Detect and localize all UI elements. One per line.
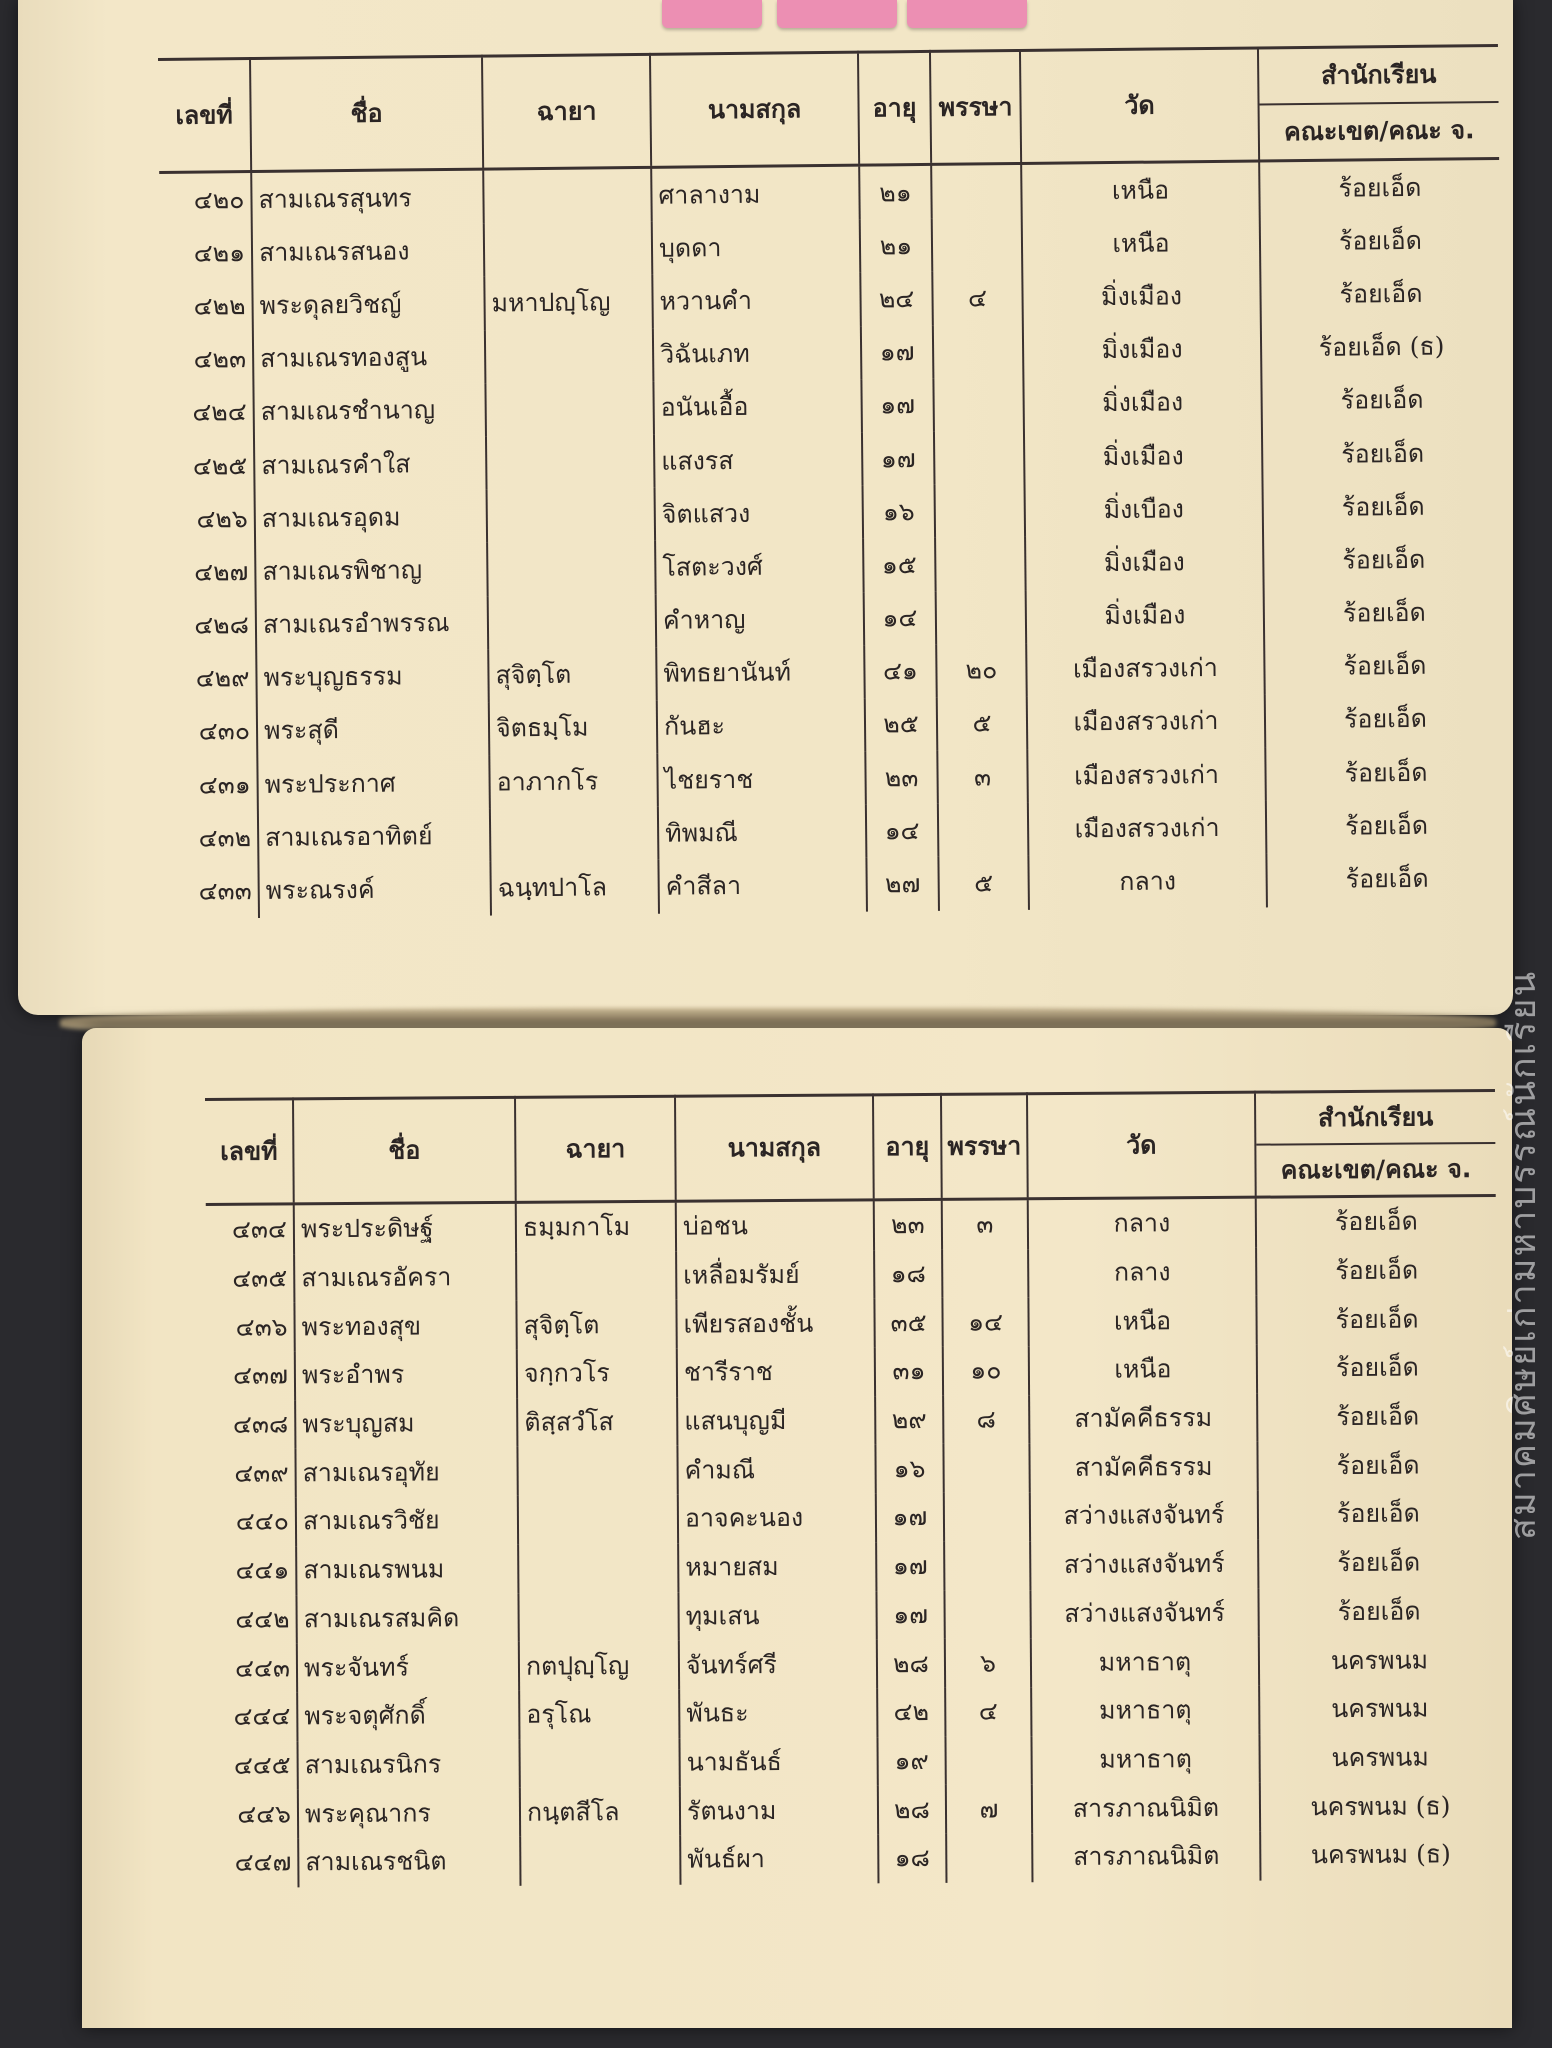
cell-pansa [933, 325, 1024, 379]
cell-nickname: กนฺตสีโล [520, 1787, 680, 1837]
cell-no: ๔๔๒ [208, 1595, 296, 1644]
cell-name: สามเณรสุนทร [251, 169, 484, 226]
cell-surname: พิทธยานันท์ [656, 645, 865, 700]
cell-name: สามเณรพิชาญ [255, 543, 488, 599]
cell-no: ๔๓๐ [165, 705, 258, 759]
cell-no: ๔๓๒ [166, 811, 259, 865]
cell-office: ร้อยเอ็ด [1335, 1255, 1419, 1286]
cell-age: ๑๖ [863, 485, 936, 539]
cell-nickname: อรุโณ [519, 1690, 679, 1740]
header-wat: วัด [1027, 1092, 1256, 1199]
cell-age: ๔๒ [877, 1688, 945, 1737]
cell-age: ๑๗ [876, 1542, 944, 1591]
cell-name: สามเณรชนิต [298, 1837, 520, 1887]
cell-nickname [486, 435, 655, 490]
cell-age: ๑๘ [878, 1834, 946, 1883]
cell-age: ๑๗ [876, 1493, 944, 1542]
cell-wat: เหนือ [1029, 1345, 1257, 1395]
table-row [206, 1195, 1496, 1254]
cell-no: ๔๔๐ [208, 1498, 296, 1547]
cell-pansa [931, 163, 1022, 219]
cell-office: ร้อยเอ็ด [1342, 544, 1426, 575]
cell-age: ๒๓ [865, 751, 938, 805]
cell-nickname: กตปุญฺโญ [519, 1641, 679, 1691]
cell-surname: จันทร์ศรี [679, 1640, 877, 1690]
cell-name: พระประกาศ [257, 756, 490, 812]
cell-office: ร้อยเอ็ด (ธ) [1318, 331, 1445, 363]
cell-office: ร้อยเอ็ด [1342, 597, 1426, 628]
cell-office: ร้อยเอ็ด [1345, 863, 1429, 894]
cell-wat: มิ่งเบือง [1025, 482, 1264, 538]
cell-pansa [942, 1249, 1028, 1298]
roster-body-bottom [206, 1195, 1501, 1887]
cell-pansa: ๖ [945, 1638, 1031, 1687]
cell-nickname [519, 1738, 679, 1788]
cell-nickname [483, 167, 652, 223]
cell-nickname [518, 1592, 678, 1642]
cell-no: ๔๓๘ [207, 1400, 295, 1449]
cell-age: ๑๕ [863, 538, 936, 592]
cell-wat: เหนือ [1021, 161, 1260, 218]
cell-office: ร้อยเอ็ด [1336, 1401, 1420, 1432]
cell-no: ๔๒๕ [162, 439, 255, 493]
cell-pansa: ๓ [937, 750, 1028, 804]
header-office [1255, 1090, 1496, 1197]
cell-name: สามเณรอาทิตย์ [258, 809, 491, 865]
cell-no: ๔๓๕ [206, 1254, 294, 1303]
cell-name: สามเณรสนอง [252, 224, 485, 280]
cell-wat: เมืองสรวงเก่า [1026, 641, 1265, 697]
cell-age: ๒๑ [860, 219, 933, 273]
cell-wat: มิ่งเมือง [1025, 535, 1264, 591]
header-office [1258, 45, 1499, 161]
cell-wat: สารภาณนิมิต [1032, 1832, 1260, 1882]
cell-name: พระบุญสม [295, 1399, 517, 1449]
cell-nickname [490, 807, 659, 862]
cell-wat: มิ่งเมือง [1022, 269, 1261, 325]
cell-no: ๔๓๗ [207, 1351, 295, 1400]
cell-no: ๔๒๙ [164, 652, 257, 706]
cell-office: ร้อยเอ็ด [1338, 225, 1423, 256]
cell-pansa [944, 1590, 1030, 1639]
cell-surname: บุดดา [652, 220, 861, 275]
cell-name: สามเณรอุทัย [295, 1447, 517, 1497]
cell-surname: กันฮะ [657, 699, 866, 754]
cell-pansa [934, 431, 1025, 485]
cell-office: ร้อยเอ็ด [1336, 1450, 1420, 1480]
cell-surname: ทุมเสน [678, 1591, 876, 1641]
cell-age: ๒๓ [874, 1199, 942, 1250]
cell-name: พระจตุศักดิ์ [297, 1691, 519, 1741]
cell-surname: นามธันธ์ [679, 1737, 877, 1787]
cell-age: ๑๘ [874, 1250, 942, 1299]
cell-office: ร้อยเอ็ด [1340, 385, 1424, 415]
cell-surname: แสนบุญมี [677, 1396, 875, 1446]
header-no: เลขที่ [205, 1099, 294, 1205]
cell-name: พระดุลยวิชญ์ [252, 277, 485, 333]
table-row [206, 1294, 1496, 1352]
cell-wat: กลาง [1028, 854, 1267, 910]
cell-pansa: ๕ [938, 856, 1029, 910]
cell-surname: เหลื่อมรัมย์ [676, 1250, 874, 1300]
header-wat: วัด [1020, 48, 1259, 163]
cell-wat: สว่างแสงจันทร์ [1030, 1539, 1258, 1589]
cell-age: ๒๙ [875, 1396, 943, 1445]
cell-wat: มหาธาตุ [1031, 1734, 1259, 1784]
header-age: อายุ [858, 51, 931, 165]
cell-surname: พันธ์ผา [680, 1834, 878, 1884]
cell-wat: เมืองสรวงเก่า [1027, 694, 1266, 750]
cell-office: นครพนม [1330, 1645, 1429, 1675]
cell-age: ๒๘ [878, 1785, 946, 1834]
cell-name: พระจันทร์ [297, 1642, 519, 1692]
cell-age: ๑๗ [862, 432, 935, 486]
cell-nickname [484, 222, 653, 277]
pink-bookmark-tab [662, 0, 1032, 30]
cell-wat: มหาธาตุ [1031, 1637, 1259, 1687]
header-nickname: ฉายา [482, 54, 651, 169]
cell-surname: พันธะ [679, 1688, 877, 1738]
cell-nickname: ติสฺสวํโส [517, 1397, 677, 1447]
watermark-text: สมาคมศิษย์เก่ามหาบรรณ์นักเรียน [1503, 969, 1544, 1540]
header-no: เลขที่ [158, 59, 251, 173]
cell-wat: เหนือ [1028, 1296, 1256, 1346]
cell-name: สามเณรอัครา [294, 1253, 516, 1303]
cell-age: ๑๔ [866, 804, 939, 858]
cell-office: ร้อยเอ็ด [1343, 651, 1427, 681]
cell-name: สามเณรอุดม [255, 490, 488, 546]
cell-office: ร้อยเอ็ด [1339, 278, 1423, 309]
header-office-line2: คณะเขต/คณะ จ. [1260, 101, 1500, 159]
cell-nickname [518, 1495, 678, 1545]
cell-age: ๒๑ [859, 164, 932, 219]
table-row [207, 1440, 1497, 1498]
cell-office: ร้อยเอ็ด [1341, 491, 1425, 522]
cell-no: ๔๒๒ [160, 279, 253, 333]
cell-office: นครพนม (ธ) [1310, 1790, 1451, 1821]
cell-nickname [485, 328, 654, 383]
cell-pansa: ๑๐ [943, 1346, 1029, 1395]
cell-pansa: ๕ [937, 697, 1028, 751]
cell-pansa [936, 590, 1027, 644]
header-pansa: พรรษา [941, 1094, 1028, 1200]
cell-pansa [938, 803, 1029, 857]
table-row [207, 1343, 1497, 1401]
cell-nickname [487, 488, 656, 543]
cell-name: พระอำพร [295, 1350, 517, 1400]
cell-no: ๔๒๖ [163, 492, 256, 546]
cell-age: ๒๗ [866, 857, 939, 911]
cell-pansa [944, 1492, 1030, 1541]
cell-surname: ไชยราช [657, 752, 866, 807]
cell-age: ๓๕ [874, 1298, 942, 1347]
cell-no: ๔๒๔ [161, 386, 254, 440]
cell-name: สามเณรทองสูน [253, 330, 486, 386]
cell-surname: คำหาญ [656, 592, 865, 647]
cell-age: ๒๘ [877, 1639, 945, 1688]
cell-no: ๔๔๓ [209, 1644, 297, 1693]
header-office-line1: สำนักเรียน [1317, 1102, 1434, 1133]
header-surname: นามสกุล [675, 1095, 874, 1201]
cell-office: ร้อยเอ็ด [1337, 1596, 1421, 1626]
roster-body-top [159, 158, 1507, 918]
cell-wat: กลาง [1028, 1247, 1256, 1297]
cell-wat: เหนือ [1022, 216, 1261, 272]
cell-surname: บ่อชน [676, 1200, 874, 1252]
cell-age: ๒๕ [865, 698, 938, 752]
cell-no: ๔๓๔ [206, 1204, 294, 1255]
cell-office: ร้อยเอ็ด [1343, 704, 1428, 735]
cell-pansa: ๒๐ [936, 644, 1027, 698]
cell-pansa [933, 378, 1024, 432]
cell-pansa: ๗ [946, 1784, 1032, 1833]
cell-age: ๑๔ [864, 591, 937, 645]
cell-name: พระคุณากร [298, 1788, 520, 1838]
roster-table-bottom [205, 1089, 1500, 1888]
cell-name: สามเณรสมคิด [296, 1593, 518, 1643]
cell-age: ๓๑ [875, 1347, 943, 1396]
cell-no: ๔๔๖ [210, 1790, 298, 1839]
cell-age: ๒๔ [860, 272, 933, 326]
header-office-line2: คณะเขต/คณะ จ. [1256, 1142, 1495, 1196]
cell-pansa: ๔ [932, 271, 1023, 325]
cell-surname: วิฉันเภท [653, 326, 862, 381]
cell-nickname: สุจิตฺโต [516, 1300, 676, 1350]
cell-nickname [485, 382, 654, 437]
cell-name: สามเณรวิชัย [296, 1496, 518, 1546]
header-surname: นามสกุล [650, 52, 859, 167]
cell-surname: อนันเอื้อ [653, 379, 862, 434]
cell-name: พระทองสุข [294, 1301, 516, 1351]
cell-wat: มิ่งเมือง [1023, 322, 1262, 378]
cell-no: ๔๔๑ [208, 1546, 296, 1595]
cell-nickname [517, 1446, 677, 1496]
header-name: ชื่อ [250, 56, 483, 171]
cell-pansa [946, 1833, 1032, 1882]
cell-wat: กลาง [1028, 1197, 1256, 1249]
header-nickname: ฉายา [515, 1096, 676, 1202]
cell-office: ร้อยเอ็ด [1341, 438, 1425, 469]
cell-no: ๔๒๓ [161, 333, 254, 387]
cell-age: ๑๙ [877, 1736, 945, 1785]
cell-surname: รัตนงาม [680, 1786, 878, 1836]
roster-table-top [158, 44, 1507, 919]
cell-pansa [932, 218, 1023, 272]
cell-surname: คำสีลา [658, 858, 867, 913]
cell-name: สามเณรอำพรรณ [256, 596, 489, 652]
cell-nickname: มหาปญฺโญ [484, 275, 653, 330]
cell-surname: โสตะวงศ์ [655, 539, 864, 594]
cell-pansa [935, 537, 1026, 591]
cell-pansa [945, 1736, 1031, 1785]
cell-pansa [943, 1444, 1029, 1493]
cell-age: ๑๖ [875, 1444, 943, 1493]
cell-office: นครพนม (ธ) [1310, 1839, 1451, 1870]
cell-wat: มิ่งเมือง [1024, 428, 1263, 484]
cell-wat: มิ่งเมือง [1023, 375, 1262, 431]
cell-no: ๔๓๙ [207, 1449, 295, 1498]
cell-wat: มหาธาตุ [1031, 1686, 1259, 1736]
cell-pansa: ๔ [945, 1687, 1031, 1736]
cell-name: สามเณรคำใส [254, 437, 487, 493]
cell-age: ๑๗ [876, 1590, 944, 1639]
cell-name: พระสุดี [257, 702, 490, 758]
header-age: อายุ [873, 1094, 942, 1199]
cell-pansa: ๘ [943, 1395, 1029, 1444]
cell-office: ร้อยเอ็ด [1334, 1206, 1418, 1237]
cell-office: ร้อยเอ็ด [1337, 1547, 1421, 1578]
cell-pansa: ๑๔ [942, 1298, 1028, 1347]
cell-no: ๔๔๗ [210, 1838, 298, 1887]
cell-nickname: สุจิตฺโต [488, 648, 657, 703]
cell-name: พระประดิษฐ์ [294, 1202, 516, 1254]
cell-wat: สว่างแสงจันทร์ [1030, 1491, 1258, 1541]
cell-surname: ศาลางาม [651, 165, 860, 222]
cell-wat: สามัคคีธรรม [1029, 1393, 1257, 1443]
cell-no: ๔๔๔ [209, 1692, 297, 1741]
cell-office: นครพนม [1331, 1693, 1429, 1724]
cell-wat: เมืองสรวงเก่า [1027, 748, 1266, 804]
cell-no: ๔๒๗ [163, 545, 256, 599]
cell-wat: เมืองสรวงเก่า [1028, 801, 1267, 857]
cell-nickname [520, 1836, 680, 1886]
cell-wat: สารภาณนิมิต [1032, 1783, 1260, 1833]
cell-nickname [516, 1251, 676, 1301]
cell-age: ๑๗ [861, 325, 934, 379]
cell-office: นครพนม [1331, 1742, 1429, 1773]
cell-age: ๑๗ [861, 379, 934, 433]
cell-pansa [935, 484, 1026, 538]
table-row [210, 1830, 1500, 1888]
table-row [207, 1392, 1497, 1450]
cell-age: ๔๑ [864, 645, 937, 699]
header-office-line1: สำนักเรียน [1320, 59, 1437, 90]
cell-office: ร้อยเอ็ด [1344, 757, 1428, 788]
cell-wat: สามัคคีธรรม [1029, 1442, 1257, 1492]
cell-nickname: ฉนฺทปาโล [490, 860, 659, 915]
cell-nickname: จกฺกวโร [517, 1349, 677, 1399]
header-name: ชื่อ [293, 1097, 516, 1204]
cell-no: ๔๓๖ [206, 1303, 294, 1352]
cell-nickname [488, 594, 657, 649]
cell-name: สามเณรพนม [296, 1545, 518, 1595]
cell-office: ร้อยเอ็ด [1345, 810, 1429, 841]
cell-name: พระณรงค์ [258, 862, 491, 918]
cell-surname: อาจคะนอง [678, 1493, 876, 1543]
cell-nickname [518, 1544, 678, 1594]
cell-nickname [487, 541, 656, 596]
cell-surname: ชารีราช [677, 1347, 875, 1397]
cell-surname: เพียรสองชั้น [676, 1299, 874, 1349]
cell-office: ร้อยเอ็ด [1336, 1498, 1420, 1529]
cell-name: สามเณรนิกร [297, 1739, 519, 1789]
cell-no: ๔๓๓ [166, 864, 259, 918]
cell-office: ร้อยเอ็ด [1335, 1352, 1419, 1383]
cell-nickname: อาภากโร [489, 754, 658, 809]
cell-name: สามเณรชำนาญ [253, 383, 486, 439]
cell-pansa [944, 1541, 1030, 1590]
cell-nickname: จิตธมฺโม [489, 701, 658, 756]
cell-pansa: ๓ [942, 1199, 1028, 1250]
header-pansa: พรรษา [930, 50, 1021, 164]
cell-wat: สว่างแสงจันทร์ [1030, 1588, 1258, 1638]
cell-surname: หวานคำ [652, 273, 861, 328]
table-row [206, 1246, 1496, 1304]
cell-no: ๔๒๐ [159, 172, 252, 228]
cell-nickname: ธมฺมกาโม [516, 1201, 676, 1252]
cell-no: ๔๒๑ [160, 226, 253, 280]
cell-surname: คำมณี [677, 1445, 875, 1495]
cell-office: ร้อยเอ็ด [1338, 172, 1422, 203]
cell-wat: มิ่งเมือง [1026, 588, 1265, 644]
cell-no: ๔๓๑ [165, 758, 258, 812]
cell-office: ร้อยเอ็ด [1335, 1304, 1419, 1334]
cell-surname: หมายสม [678, 1542, 876, 1592]
cell-surname: ทิพมณี [658, 805, 867, 860]
cell-name: พระบุญธรรม [256, 649, 489, 705]
cell-no: ๔๒๘ [164, 599, 257, 653]
cell-no: ๔๔๕ [209, 1741, 297, 1790]
cell-surname: แสงรส [654, 433, 863, 488]
cell-surname: จิตแสวง [655, 486, 864, 541]
